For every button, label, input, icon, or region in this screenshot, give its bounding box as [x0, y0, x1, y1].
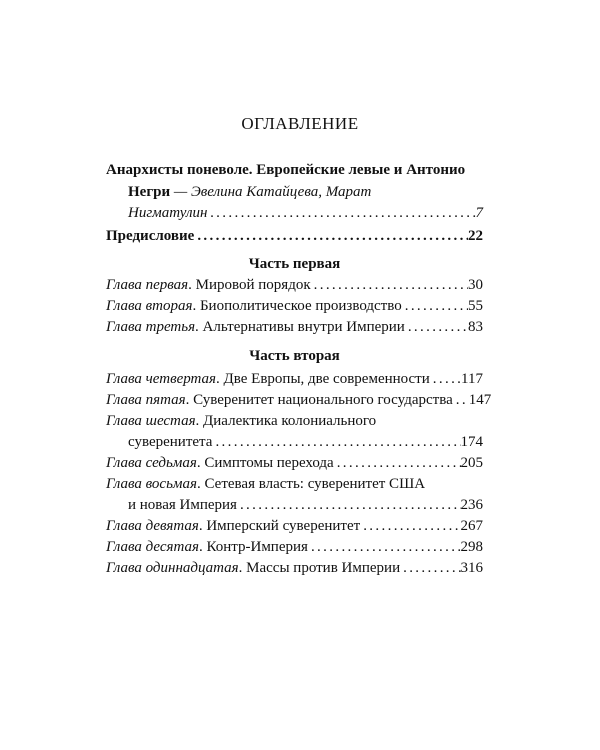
intro-author-last: Нигматулин — [128, 205, 208, 221]
toc-entry-intro-line3[interactable] — [128, 205, 483, 227]
chapter-title: . Контр-Империя — [198, 539, 308, 555]
page-number: 298 — [460, 539, 483, 555]
chapter-number: Глава первая — [106, 277, 189, 293]
toc-entry-chapter-1[interactable] — [106, 277, 483, 299]
chapter-title-continued: суверенитета — [128, 434, 213, 450]
chapter-number: Глава восьмая — [106, 476, 197, 492]
chapter-title: . Симптомы перехода — [196, 455, 334, 471]
chapter-number: Глава десятая — [106, 539, 199, 555]
leader-dots — [334, 455, 461, 472]
chapter-title: . Сетевая власть: суверенитет США — [196, 476, 426, 492]
chapter-title: . Массы против Империи — [238, 560, 401, 576]
chapter-title: . Суверенитет национального государства — [185, 392, 453, 408]
chapter-number: Глава четвертая — [106, 371, 217, 387]
intro-authors: — Эвелина Катайцева, Марат — [170, 184, 372, 200]
toc-entry-chapter-8[interactable] — [106, 476, 483, 498]
page-number: 117 — [461, 371, 483, 387]
chapter-number: Глава пятая — [106, 392, 186, 408]
toc-entry-intro-line2 — [128, 184, 483, 206]
chapter-number: Глава одиннадцатая — [106, 560, 239, 576]
chapter-title: . Мировой порядок — [188, 277, 311, 293]
leader-dots — [311, 277, 468, 294]
toc-entry-chapter-6[interactable] — [106, 413, 483, 435]
leader-dots — [207, 205, 475, 222]
intro-title-line1: Анархисты поневоле. Европейские левые и Антонио — [106, 162, 466, 178]
leader-dots — [212, 434, 460, 451]
page-number: 83 — [468, 319, 483, 335]
intro-author-negri: Негри — [128, 184, 171, 200]
part1-heading: Часть первая — [248, 256, 341, 272]
toc-entry-chapter-8-cont[interactable] — [128, 497, 483, 519]
page-number: 55 — [468, 298, 483, 314]
toc-entry-chapter-9[interactable] — [106, 518, 483, 540]
leader-dots — [402, 298, 468, 315]
toc-entry-chapter-7[interactable] — [106, 455, 483, 477]
toc-entry-chapter-4[interactable] — [106, 371, 483, 393]
toc-entry-preface[interactable] — [106, 228, 483, 250]
chapter-title: . Две Европы, две современности — [216, 371, 430, 387]
chapter-number: Глава вторая — [106, 298, 193, 314]
leader-dots — [194, 228, 468, 245]
toc-entry-chapter-10[interactable] — [106, 539, 483, 561]
page-number: 267 — [460, 518, 483, 534]
leader-dots — [237, 497, 461, 514]
page-number: 147 — [468, 392, 492, 408]
toc-entry-intro-line1[interactable] — [106, 162, 483, 184]
page-number: 22 — [468, 228, 483, 244]
toc-entry-chapter-5[interactable] — [106, 392, 492, 414]
page-number: 205 — [460, 455, 483, 471]
chapter-title: . Альтернативы внутри Империи — [195, 319, 405, 335]
leader-dots — [360, 518, 460, 535]
preface-label: Предисловие — [106, 228, 195, 244]
page-number: 174 — [460, 434, 483, 450]
part2-heading: Часть вторая — [249, 348, 340, 364]
toc-entry-chapter-2[interactable] — [106, 298, 483, 320]
leader-dots — [405, 319, 468, 336]
chapter-number: Глава шестая — [106, 413, 196, 429]
chapter-title-continued: и новая Империя — [128, 497, 237, 513]
chapter-number: Глава третья — [106, 319, 196, 335]
page-title: ОГЛАВЛЕНИЕ — [241, 114, 359, 133]
page-number: 316 — [460, 560, 483, 576]
page-number: 7 — [475, 205, 483, 221]
page-number: 30 — [468, 277, 483, 293]
chapter-title: . Биополитическое производство — [192, 298, 402, 314]
chapter-number: Глава девятая — [106, 518, 199, 534]
toc-entry-chapter-6-cont[interactable] — [128, 434, 483, 456]
chapter-title: . Имперский суверенитет — [198, 518, 361, 534]
toc-entry-chapter-11[interactable] — [106, 560, 483, 582]
leader-dots — [453, 392, 469, 409]
leader-dots — [308, 539, 461, 556]
chapter-number: Глава седьмая — [106, 455, 197, 471]
leader-dots — [430, 371, 461, 388]
chapter-title: . Диалектика колониального — [195, 413, 377, 429]
page-number: 236 — [460, 497, 483, 513]
leader-dots — [400, 560, 460, 577]
toc-entry-chapter-3[interactable] — [106, 319, 483, 341]
